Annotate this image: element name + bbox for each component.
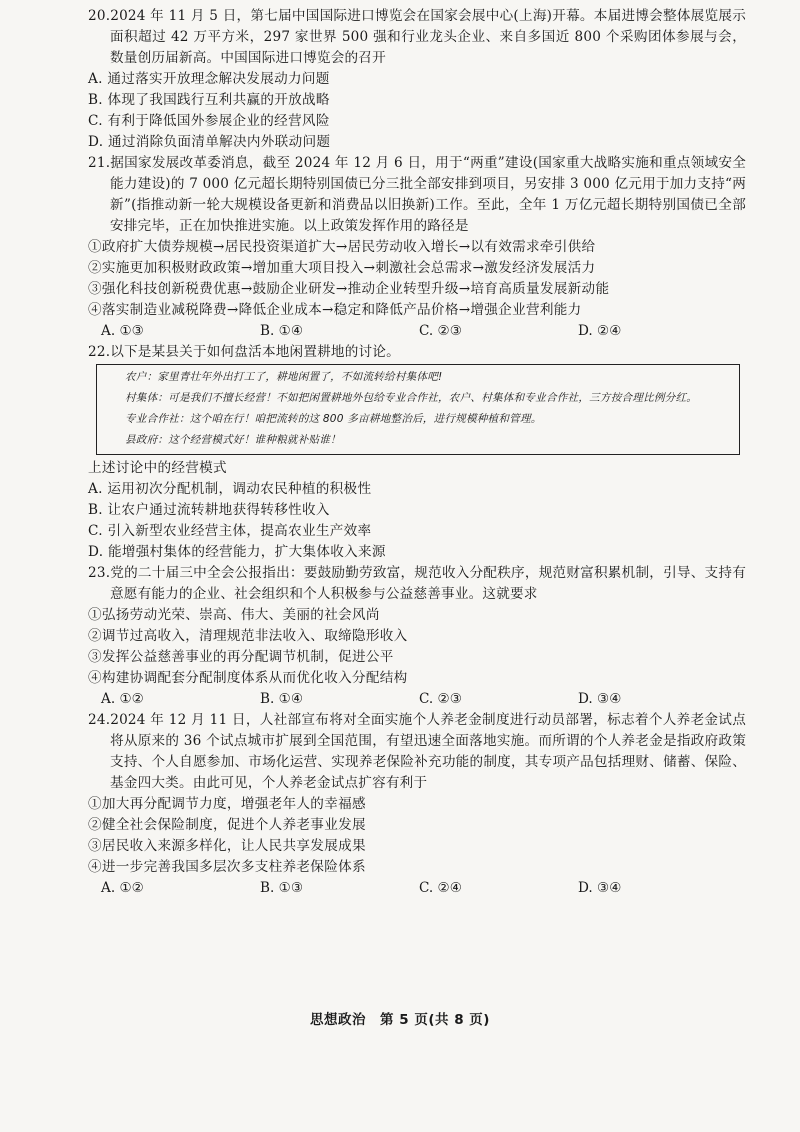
choice-c: C. ②③ — [419, 323, 462, 339]
item-4: ④构建协调配套分配制度体系从而优化收入分配结构 — [88, 670, 408, 686]
question-24 — [88, 710, 746, 899]
item-1: ①加大再分配调节力度，增强老年人的幸福感 — [88, 796, 366, 812]
choice-a: A. ①② — [101, 880, 144, 896]
dialogue-cooperative: 专业合作社：这个咱在行！咱把流转的这 800 多亩耕地整治后，进行规模种植和管理。 — [125, 413, 542, 425]
item-3: ③发挥公益慈善事业的再分配调节机制，促进公平 — [88, 649, 394, 665]
option-a: A. 通过落实开放理念解决发展动力问题 — [88, 71, 330, 87]
choice-a: A. ①② — [101, 691, 144, 707]
item-4: ④进一步完善我国多层次多支柱养老保险体系 — [88, 859, 366, 875]
choice-d: D. ③④ — [578, 880, 622, 896]
item-3: ③强化科技创新税费优惠→鼓励企业研发→推动企业转型升级→培育高质量发展新动能 — [88, 281, 610, 297]
choice-c: C. ②④ — [419, 880, 462, 896]
dialogue-government: 县政府：这个经营模式好！谁种粮就补贴谁！ — [125, 434, 341, 446]
question-22-lead: 上述讨论中的经营模式 — [88, 460, 227, 476]
item-2: ②实施更加积极财政政策→增加重大项目投入→刺激社会总需求→激发经济发展活力 — [88, 260, 596, 276]
question-21 — [88, 153, 746, 342]
item-2: ②健全社会保险制度，促进个人养老事业发展 — [88, 817, 366, 833]
option-d: D. 通过消除负面清单解决内外联动问题 — [88, 134, 331, 150]
dialogue-village: 村集体：可是我们不擅长经营！不如把闲置耕地外包给专业合作社，农户、村集体和专业合作社，三方按合理比例分红。 — [125, 392, 698, 404]
option-d: D. 能增强村集体的经营能力，扩大集体收入来源 — [88, 544, 386, 560]
choice-d: D. ②④ — [578, 323, 622, 339]
question-21-stem: 21.据国家发展改革委消息，截至 2024 年 12 月 6 日，用于“两重”建设(国家重大战略实施和重点领域安全能力建设)的 7 000 亿元超长期特别国债已分三批全部安排到项目，另安排 3 000 亿元用于加力支持“两新”(指推动新一轮大规模设备更新和消费品以旧换新)工作。至此，全年 1 万亿元超长期特别国债已全部安排完毕，正在加快推进实施。以上政策发挥作用的路径是 — [88, 155, 746, 234]
question-23 — [88, 563, 746, 710]
choice-b: B. ①④ — [260, 323, 304, 339]
option-c: C. 引入新型农业经营主体，提高农业生产效率 — [88, 523, 372, 539]
question-20 — [88, 6, 746, 153]
question-22 — [88, 342, 746, 563]
option-c: C. 有利于降低国外参展企业的经营风险 — [88, 113, 330, 129]
item-2: ②调节过高收入，清理规范非法收入、取缔隐形收入 — [88, 628, 408, 644]
question-23-stem: 23.党的二十届三中全会公报指出：要鼓励勤劳致富，规范收入分配秩序，规范财富积累机制，引导、支持有意愿有能力的企业、社会组织和个人积极参与公益慈善事业。这就要求 — [88, 565, 746, 602]
option-b: B. 让农户通过流转耕地获得转移性收入 — [88, 502, 330, 518]
discussion-box — [96, 364, 740, 455]
dialogue-farmer: 农户：家里青壮年外出打工了，耕地闲置了，不如流转给村集体吧! — [125, 371, 443, 383]
choice-d: D. ③④ — [578, 691, 622, 707]
question-24-stem: 24.2024 年 12 月 11 日，人社部宣布将对全面实施个人养老金制度进行动员部署，标志着个人养老金试点将从原来的 36 个试点城市扩展到全国范围，有望迅速全面落地实施。而所谓的个人养老金是指政府政策支持、个人自愿参加、市场化运营、实现养老保险补充功能的制度，其专项产品包括理财、储蓄、保险、基金四大类。由此可见，个人养老金试点扩容有利于 — [88, 712, 746, 791]
item-3: ③居民收入来源多样化，让人民共享发展成果 — [88, 838, 366, 854]
page-footer: 思想政治 第 5 页(共 8 页) — [310, 1012, 490, 1028]
question-21-choices — [88, 321, 746, 342]
item-1: ①政府扩大债券规模→居民投资渠道扩大→居民劳动收入增长→以有效需求牵引供给 — [88, 239, 596, 255]
choice-b: B. ①④ — [260, 691, 304, 707]
option-b: B. 体现了我国践行互利共赢的开放战略 — [88, 92, 330, 108]
question-24-choices — [88, 878, 746, 899]
option-a: A. 运用初次分配机制，调动农民种植的积极性 — [88, 481, 372, 497]
question-23-choices — [88, 689, 746, 710]
item-4: ④落实制造业减税降费→降低企业成本→稳定和降低产品价格→增强企业营利能力 — [88, 302, 582, 318]
choice-a: A. ①③ — [101, 323, 144, 339]
question-20-stem: 20.2024 年 11 月 5 日，第七届中国国际进口博览会在国家会展中心(上海)开幕。本届进博会整体展览展示面积超过 42 万平方米，297 家世界 500 强和行业龙头企业、来自多国近 800 个采购团体参展与会，数量创历届新高。中国国际进口博览会的召开 — [88, 8, 746, 66]
question-22-stem: 22.以下是某县关于如何盘活本地闲置耕地的讨论。 — [88, 344, 400, 360]
choice-b: B. ①③ — [260, 880, 304, 896]
choice-c: C. ②③ — [419, 691, 462, 707]
item-1: ①弘扬劳动光荣、崇高、伟大、美丽的社会风尚 — [88, 607, 380, 623]
